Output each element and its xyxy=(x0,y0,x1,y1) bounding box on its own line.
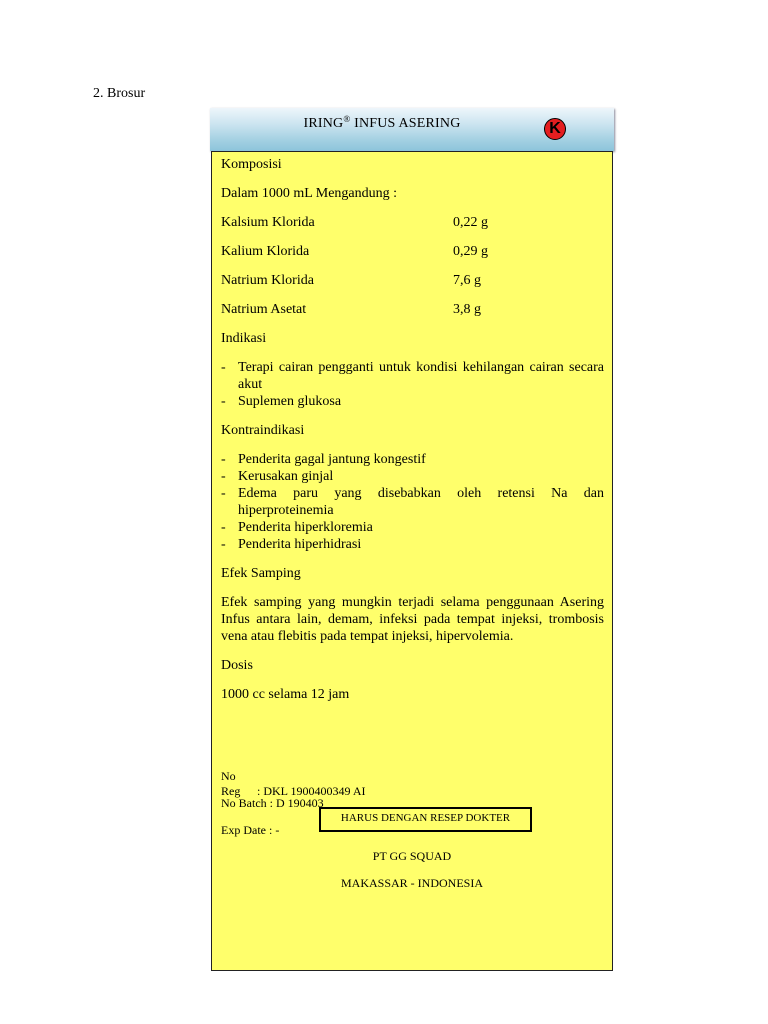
komposisi-intro: Dalam 1000 mL Mengandung : xyxy=(221,186,398,201)
section-label: 2. Brosur xyxy=(93,86,146,101)
ingredient-amount: 0,29 g xyxy=(453,244,488,259)
list-item: - Penderita hiperkloremia xyxy=(221,519,604,536)
reg-value: : DKL 1900400349 AI xyxy=(257,784,366,798)
efek-samping-text: Efek samping yang mungkin terjadi selama penggunaan Asering Infus antara lain, demam, infeksi pada tempat injeksi, trombosis vena atau flebitis pada tempat injeksi, hipervolemia. xyxy=(221,595,604,644)
ingredient-amount: 7,6 g xyxy=(453,273,481,288)
dosis-text: 1000 cc selama 12 jam xyxy=(221,687,350,702)
product-name: INFUS ASERING xyxy=(350,116,461,131)
ingredient-amount: 0,22 g xyxy=(453,215,488,230)
efek-samping-heading: Efek Samping xyxy=(221,566,301,581)
company-name: PT GG SQUAD xyxy=(372,849,452,863)
prescription-notice: HARUS DENGAN RESEP DOKTER xyxy=(319,807,532,832)
product-title xyxy=(210,116,554,132)
composition-row xyxy=(221,301,604,318)
ingredient-name: Natrium Klorida xyxy=(221,273,314,288)
company-location: MAKASSAR - INDONESIA xyxy=(340,876,483,890)
ingredient-amount: 3,8 g xyxy=(453,302,481,317)
list-item: - Suplemen glukosa xyxy=(221,393,604,410)
brochure-body xyxy=(211,151,613,971)
list-item: - Penderita gagal jantung kongestif xyxy=(221,451,604,468)
ingredient-name: Natrium Asetat xyxy=(221,302,307,317)
composition-row xyxy=(221,243,604,260)
indikasi-heading: Indikasi xyxy=(221,331,267,346)
brand-name: IRING xyxy=(303,116,344,131)
indikasi-list xyxy=(221,359,604,410)
batch-number: No Batch : D 190403 xyxy=(221,796,324,810)
composition-row xyxy=(221,214,604,231)
list-item: - Penderita hiperhidrasi xyxy=(221,536,604,553)
komposisi-heading: Komposisi xyxy=(221,157,282,172)
hard-drug-k-icon: K xyxy=(544,118,566,140)
registration-number xyxy=(221,769,366,799)
brochure-content xyxy=(221,156,604,715)
list-item: - Edema paru yang disebabkan oleh retensi Na dan hiperproteinemia xyxy=(221,485,604,519)
list-item: - Terapi cairan pengganti untuk kondisi kehilangan cairan secara akut xyxy=(221,359,604,393)
kontraindikasi-heading: Kontraindikasi xyxy=(221,423,305,438)
composition-row xyxy=(221,272,604,289)
kontraindikasi-list xyxy=(221,451,604,553)
brochure-header xyxy=(210,108,614,151)
reg-label: No Reg xyxy=(221,769,241,798)
ingredient-name: Kalsium Klorida xyxy=(221,215,315,230)
list-item: - Kerusakan ginjal xyxy=(221,468,604,485)
expiry-date: Exp Date : - xyxy=(221,823,280,837)
registered-mark: ® xyxy=(343,114,351,124)
dosis-heading: Dosis xyxy=(221,658,253,673)
ingredient-name: Kalium Klorida xyxy=(221,244,310,259)
